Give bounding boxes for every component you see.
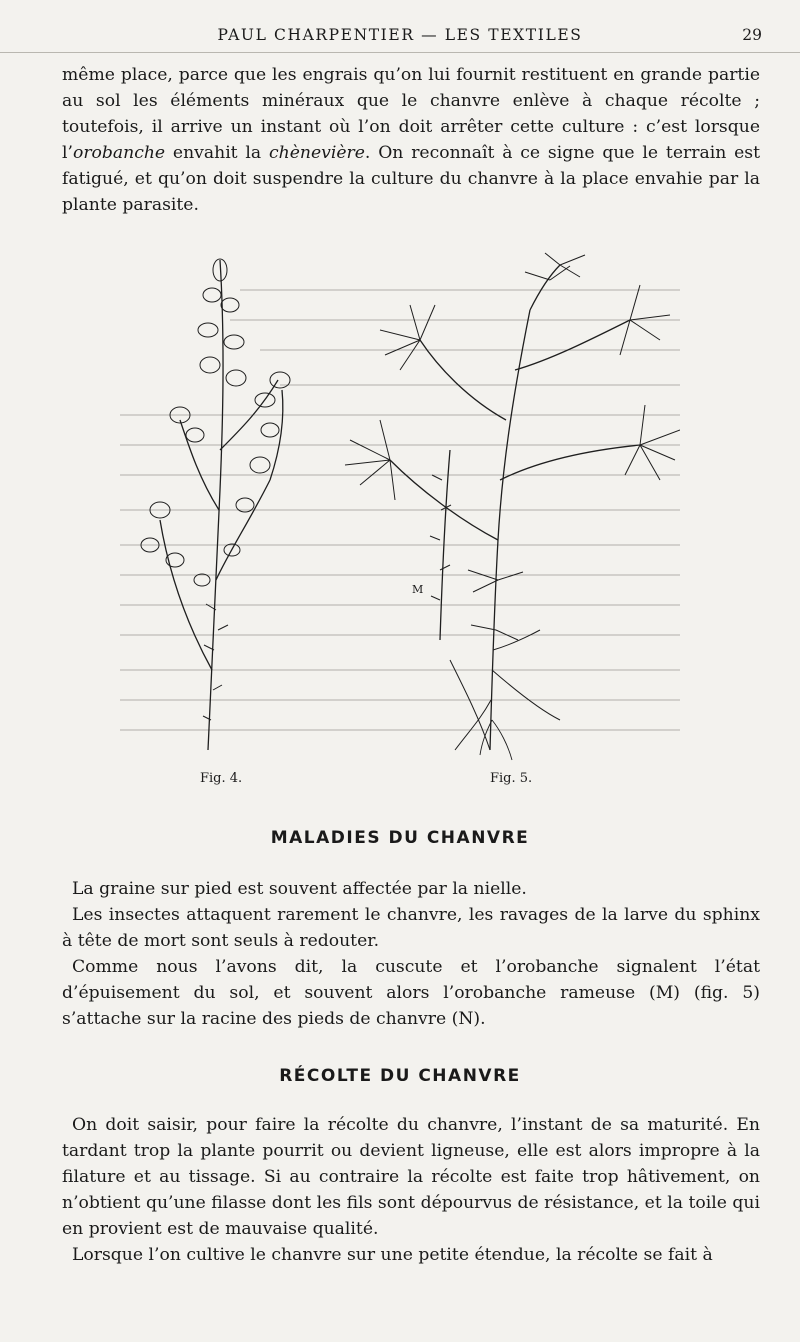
fig4-caption: Fig. 4. [200, 771, 243, 786]
fig5-marker-m: M [412, 583, 424, 596]
italic-term: chènevière [269, 143, 365, 163]
intro-paragraph [62, 62, 760, 218]
bleed-through-lines [120, 290, 680, 730]
section-heading-recolte: RÉCOLTE DU CHANVRE [279, 1066, 521, 1086]
section-heading-maladies: MALADIES DU CHANVRE [270, 828, 530, 848]
figures-illustration [120, 250, 680, 786]
maladies-paragraph-2: Les insectes attaquent rarement le chanvre, les ravages de la larve du sphinx à tête de mort sont seuls à redouter. [62, 905, 760, 951]
italic-term: orobanche [72, 143, 166, 163]
fig4-orobanche-drawing [141, 259, 290, 750]
text-run: même place, parce que les engrais qu’on lui fournit restituent en grande partie au sol les éléments minéraux que le chanvre enlève à chaque récolte ; toutefois, il arrive un instant où l’on doit arrêter cette culture : c’est lorsque l’ [62, 65, 760, 163]
page-number: 29 [742, 26, 762, 44]
running-header [0, 22, 800, 53]
recolte-paragraph-2: Lorsque l’on cultive le chanvre sur une petite étendue, la récolte se fait à [72, 1245, 713, 1265]
text-run: . On reconnaît à ce signe que le terrain est fatigué, et qu’on doit suspendre la culture du chanvre à la place envahie par la plante parasite. [62, 143, 761, 215]
plant-engravings [120, 250, 680, 770]
text-run: envahit la [165, 143, 270, 163]
fig5-hemp-drawing [345, 253, 680, 760]
fig5-caption: Fig. 5. [490, 771, 533, 786]
running-title: PAUL CHARPENTIER — LES TEXTILES [217, 26, 583, 44]
maladies-paragraph-3: Comme nous l’avons dit, la cuscute et l’orobanche signalent l’état d’épuisement du sol, et souvent alors l’orobanche rameuse (M) (fig. 5) s’attache sur la racine des pieds de chanvre (N). [62, 957, 760, 1029]
maladies-paragraph-1: La graine sur pied est souvent affectée par la nielle. [72, 879, 527, 899]
recolte-paragraph-1: On doit saisir, pour faire la récolte du chanvre, l’instant de sa maturité. En tardant trop la plante pourrit ou devient ligneuse, elle est alors impropre à la filature et au tissage. Si au contraire la récolte est faite trop hâtivement, on n’obtient qu’une filasse dont les fils sont dépourvus de résistance, et la toile qui en provient est de mauvaise qualité. [62, 1115, 760, 1239]
